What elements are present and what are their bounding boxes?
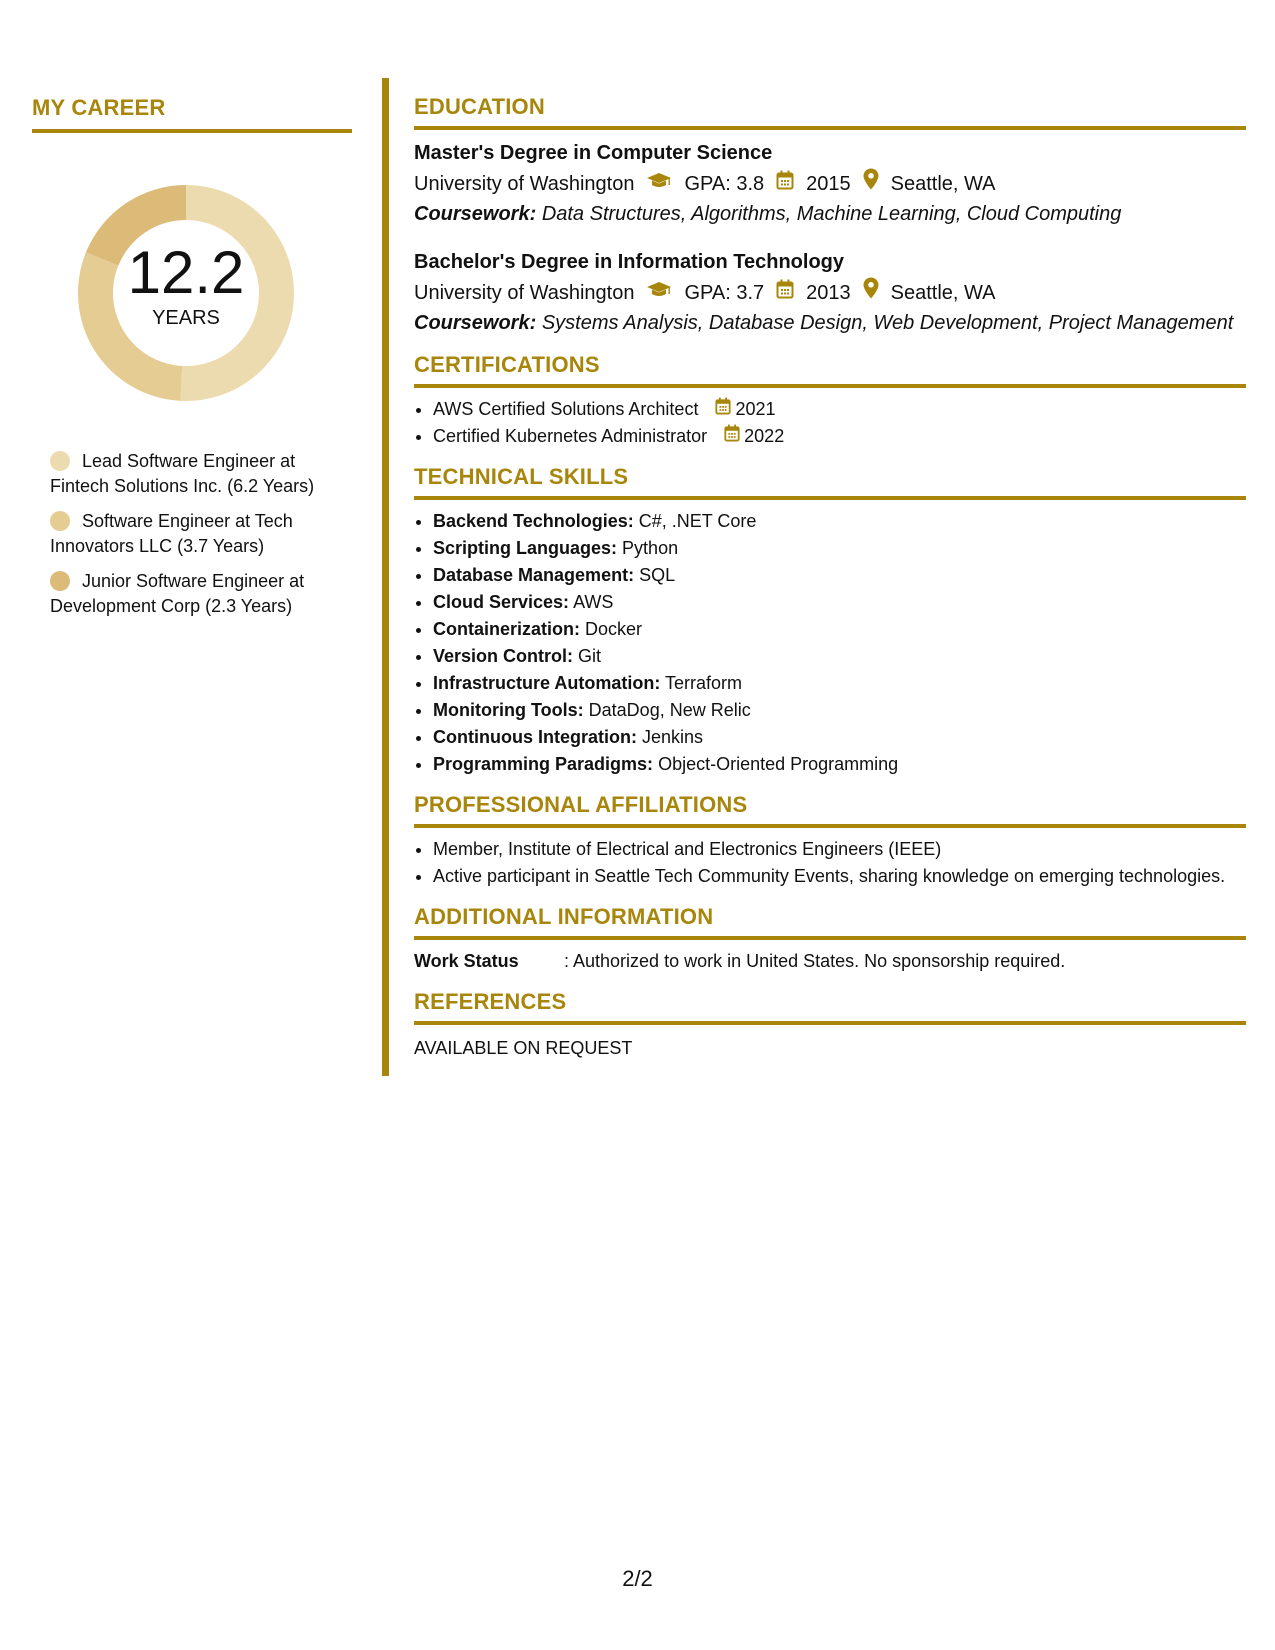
references-section [414,989,1246,1062]
education-entry [414,138,1246,229]
coursework-list: Systems Analysis, Database Design, Web Development, Project Management [541,312,1234,334]
skill-label: Containerization: [433,619,580,639]
skill-value: Terraform [665,673,743,693]
skill-label: Programming Paradigms: [433,754,654,774]
skill-label: Monitoring Tools: [433,700,584,720]
school-name: University of Washington [414,281,635,304]
legend-label: Junior Software Engineer at Development Corp (2.3 Years) [50,571,305,616]
skill-value: C#, .NET Core [638,511,757,531]
donut-center [66,173,306,413]
skill-value: Python [622,538,679,558]
graduation-cap-icon [646,278,672,308]
certification-year: 2022 [744,426,785,446]
education-section [414,94,1246,338]
calendar-icon [776,278,794,308]
coursework-list: Data Structures, Algorithms, Machine Learning, Cloud Computing [541,203,1122,225]
skill-label: Cloud Services: [433,592,570,612]
column-divider [382,78,389,1076]
legend-label: Lead Software Engineer at Fintech Solutions Inc. (6.2 Years) [50,451,315,496]
skill-item [433,589,1246,616]
additional-info-title: ADDITIONAL INFORMATION [414,904,1246,940]
calendar-icon [776,169,794,199]
references-text: AVAILABLE ON REQUEST [414,1038,633,1058]
career-total-unit: YEARS [152,307,220,329]
skill-item [433,697,1246,724]
affiliation-item: • Active participant in Seattle Tech Community Events, sharing knowledge on emerging technologies. [433,863,1246,890]
certification-item [433,396,1246,423]
degree-title: Bachelor's Degree in Information Technology [414,251,845,273]
skill-item [433,751,1246,778]
skill-label: Version Control: [433,646,574,666]
skill-item [433,616,1246,643]
legend-dot [50,511,70,531]
calendar-icon [724,423,744,450]
school-location: Seattle, WA [890,281,996,304]
skills-section [414,464,1246,778]
map-pin-icon [863,277,879,308]
skill-label: Scripting Languages: [433,538,618,558]
skill-value: Jenkins [641,727,704,747]
certification-name: AWS Certified Solutions Architect [433,399,699,419]
graduation-year: 2013 [806,281,851,304]
certification-name: Certified Kubernetes Administrator [433,426,708,446]
coursework-label: Coursework: [414,203,537,225]
main-content [414,94,1246,1076]
skill-value: SQL [639,565,676,585]
page-number: 2/2 [622,1566,653,1591]
education-entry [414,247,1246,338]
legend-item [50,509,352,559]
skill-value: DataDog, New Relic [588,700,751,720]
work-status-value: : Authorized to work in United States. No sponsorship required. [564,951,1066,971]
skill-item [433,562,1246,589]
skill-item [433,535,1246,562]
references-title: REFERENCES [414,989,1246,1025]
skill-value: Object-Oriented Programming [658,754,899,774]
legend-item [50,449,352,499]
map-pin-icon [863,168,879,199]
work-status-row [414,948,1246,975]
skill-label: Database Management: [433,565,635,585]
affiliations-section [414,792,1246,890]
skill-item [433,643,1246,670]
calendar-icon [715,396,735,423]
skill-label: Backend Technologies: [433,511,634,531]
graduation-year: 2015 [806,172,851,195]
skill-label: Infrastructure Automation: [433,673,661,693]
school-location: Seattle, WA [890,172,996,195]
skill-value: Git [578,646,602,666]
certification-date [715,396,775,423]
skill-item [433,508,1246,535]
certifications-list [414,396,1246,450]
skill-item [433,724,1246,751]
certification-year: 2021 [735,399,776,419]
education-meta [414,168,1246,199]
gpa: GPA: 3.7 [684,281,765,304]
graduation-cap-icon [646,169,672,199]
affiliations-list [414,836,1246,890]
career-title: MY CAREER [32,95,352,133]
skill-label: Continuous Integration: [433,727,637,747]
legend-label: Software Engineer at Tech Innovators LLC (3.7 Years) [50,511,293,556]
additional-info-section [414,904,1246,975]
coursework [414,308,1246,338]
career-donut-chart [66,173,306,413]
skills-list [414,508,1246,778]
skill-value: AWS [573,592,614,612]
career-legend [32,449,352,619]
skill-item [433,670,1246,697]
skills-title: TECHNICAL SKILLS [414,464,1246,500]
certification-item [433,423,1246,450]
legend-dot [50,451,70,471]
gpa: GPA: 3.8 [684,172,765,195]
education-title: EDUCATION [414,94,1246,130]
legend-dot [50,571,70,591]
affiliation-item: • Member, Institute of Electrical and Electronics Engineers (IEEE) [433,836,1246,863]
coursework [414,199,1246,229]
career-total-years: 12.2 [127,239,245,306]
school-name: University of Washington [414,172,635,195]
certifications-title: CERTIFICATIONS [414,352,1246,388]
certifications-section [414,352,1246,450]
affiliations-title: PROFESSIONAL AFFILIATIONS [414,792,1246,828]
certification-date [724,423,784,450]
degree-title: Master's Degree in Computer Science [414,142,773,164]
coursework-label: Coursework: [414,312,537,334]
education-meta [414,277,1246,308]
work-status-label: Work Status [414,951,519,971]
career-sidebar [32,95,352,629]
skill-value: Docker [585,619,643,639]
legend-item [50,569,352,619]
